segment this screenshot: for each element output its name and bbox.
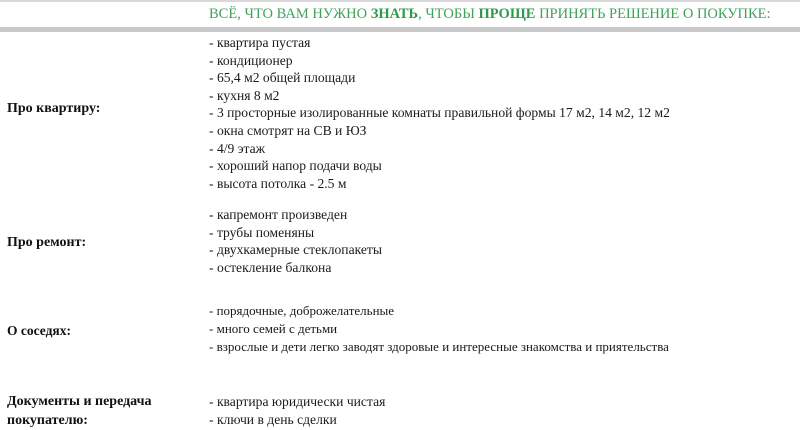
- renovation-feature-list: [209, 206, 382, 276]
- list-item: - трубы поменяны: [209, 224, 382, 242]
- list-item: - кондиционер: [209, 52, 670, 70]
- list-item: - 4/9 этаж: [209, 140, 670, 158]
- section-label-neighbors: О соседях:: [7, 323, 71, 338]
- section-label-documents-line2: покупателю:: [7, 413, 88, 428]
- section-label-documents: [7, 392, 152, 430]
- list-item: - 3 просторные изолированные комнаты правильной формы 17 м2, 14 м2, 12 м2: [209, 104, 670, 122]
- list-item: - высота потолка - 2.5 м: [209, 175, 670, 193]
- heading-divider: [0, 27, 800, 32]
- documents-feature-list: [209, 393, 385, 428]
- section-label-renovation: Про ремонт:: [7, 235, 87, 250]
- heading-text-2: , ЧТОБЫ: [418, 6, 479, 22]
- list-item: - окна смотрят на СВ и ЮЗ: [209, 122, 670, 140]
- apartment-feature-list: [209, 34, 670, 192]
- list-item: - хороший напор подачи воды: [209, 157, 670, 175]
- list-item: - порядочные, доброжелательные: [209, 302, 669, 320]
- list-item: - остекление балкона: [209, 259, 382, 277]
- list-item: - ключи в день сделки: [209, 411, 385, 429]
- heading-text-1: ВСЁ, ЧТО ВАМ НУЖНО: [209, 6, 371, 22]
- neighbors-feature-list: [209, 302, 669, 356]
- list-item: - квартира пустая: [209, 34, 670, 52]
- list-item: - много семей с детьми: [209, 320, 669, 338]
- section-label-documents-line1: Документы и передача: [7, 394, 152, 409]
- section-label-apartment: Про квартиру:: [7, 101, 101, 116]
- list-item: - 65,4 м2 общей площади: [209, 69, 670, 87]
- list-item: - капремонт произведен: [209, 206, 382, 224]
- list-item: - кухня 8 м2: [209, 87, 670, 105]
- list-item: - двухкамерные стеклопакеты: [209, 241, 382, 259]
- heading-bold-know: ЗНАТЬ: [370, 6, 419, 22]
- page-heading: [0, 2, 800, 26]
- list-item: - квартира юридически чистая: [209, 393, 385, 411]
- heading-bold-easier: ПРОЩЕ: [478, 6, 536, 22]
- heading-text-3: ПРИНЯТЬ РЕШЕНИЕ О ПОКУПКЕ:: [535, 6, 771, 22]
- list-item: - взрослые и дети легко заводят здоровые и интересные знакомства и приятельства: [209, 338, 669, 356]
